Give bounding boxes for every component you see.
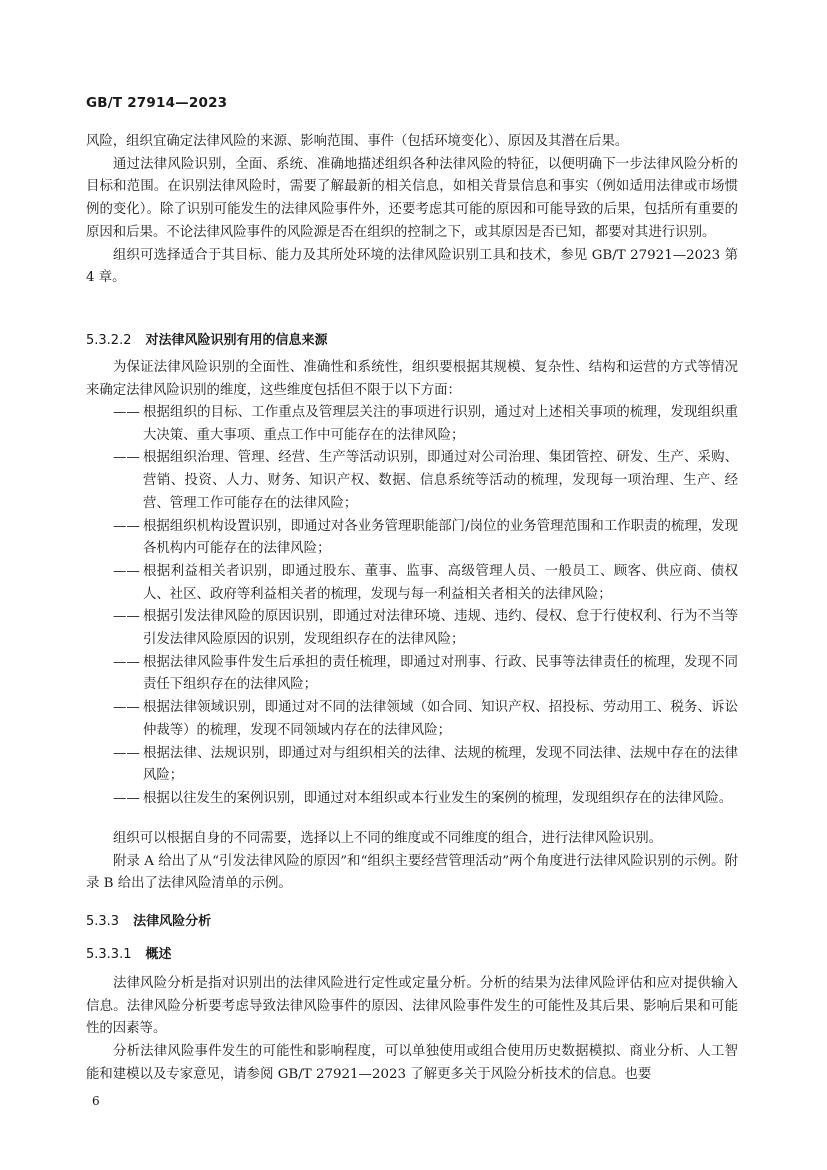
dash-marker: —— — [113, 609, 140, 625]
list-item — [113, 561, 738, 606]
list-item — [113, 606, 738, 651]
list-item — [113, 516, 738, 561]
section-number: 5.3.3 — [86, 914, 120, 929]
analysis-text — [86, 973, 738, 1087]
dash-marker: —— — [113, 405, 140, 420]
paragraph: 通过法律风险识别，全面、系统、准确地描述组织各种法律风险的特征，以便明确下一步法律风险分析的目标和范围。在识别法律风险时，需要了解最新的相关信息，如相关背景信息和事实（例如适用法律或市场惯例的变化）。除了识别可能发生的法律风险事件外，还要考虑其可能的原因和可能导致的后果，包括所有重要的原因和后果。不论法律风险事件的风险源是否在组织的控制之下，或其原因是否已知，都要对其进行识别。 — [86, 156, 738, 240]
paragraph: 风险，组织宜确定法律风险的来源、影响范围、事件（包括环境变化）、原因及其潜在后果。 — [86, 134, 629, 149]
paragraph: 法律风险分析是指对识别出的法律风险进行定性或定量分析。分析的结果为法律风险评估和应对提供输入信息。法律风险分析要考虑导致法律风险事件的原因、法律风险事件发生的可能性及其后果、影响后果和可能性的因素等。 — [86, 976, 738, 1037]
dash-marker: —— — [113, 700, 140, 716]
dash-marker: —— — [113, 745, 140, 761]
after-list-text — [86, 828, 738, 896]
list-item-text: 根据组织治理、管理、经营、生产等活动识别，即通过对公司治理、集团管控、研发、生产、采购、营销、投资、人力、财务、知识产权、数据、信息系统等活动的梳理，发现每一项治理、生产、经营、管理工作可能存在的法律风险； — [143, 450, 738, 511]
section-number: 5.3.2.2 — [86, 333, 132, 348]
list-item-text: 根据法律、法规识别，即通过对与组织相关的法律、法规的梳理，发现不同法律、法规中存在的法律风险； — [143, 745, 738, 784]
paragraph: 组织可选择适合于其目标、能力及其所处环境的法律风险识别工具和技术，参见 GB/T 27921—2023 第 4 章。 — [86, 247, 738, 286]
list-item — [113, 402, 738, 447]
intro-text — [86, 131, 738, 290]
paragraph: 为保证法律风险识别的全面性、准确性和系统性，组织要根据其规模、复杂性、结构和运营的方式等情况来确定法律风险识别的维度，这些维度包括但不限于以下方面： — [86, 360, 738, 398]
list-item — [113, 652, 738, 697]
section-heading-5331 — [86, 943, 172, 962]
section-title: 对法律风险识别有用的信息来源 — [145, 333, 328, 348]
dash-marker: —— — [113, 518, 140, 534]
paragraph: 组织可以根据自身的不同需要，选择以上不同的维度或不同维度的组合，进行法律风险识别。 — [113, 831, 663, 846]
paragraph: 附录 A 给出了从“引发法律风险的原因”和“组织主要经营管理活动”两个角度进行法律风险识别的示例。附录 B 给出了法律风险清单的示例。 — [86, 853, 738, 892]
paragraph: 分析法律风险事件发生的可能性和影响程度，可以单独使用或组合使用历史数据模拟、商业分析、人工智能和建模以及专家意见，请参阅 GB/T 27921—2023 了解更多关于风险分析技术的信息。也要 — [86, 1044, 738, 1082]
list-item-text: 根据组织的目标、工作重点及管理层关注的事项进行识别，通过对上述相关事项的梳理，发现组织重大决策、重大事项、重点工作中可能存在的法律风险； — [143, 405, 738, 443]
list-item-text: 根据引发法律风险的原因识别，即通过对法律环境、违规、违约、侵权、怠于行使权利、行为不当等引发法律风险原因的识别，发现组织存在的法律风险； — [143, 609, 738, 648]
list-item — [113, 743, 738, 788]
list-item — [113, 697, 738, 742]
list-item-text: 根据利益相关者识别，即通过股东、董事、监事、高级管理人员、一般员工、顾客、供应商、债权人、社区、政府等利益相关者的梳理，发现与每一利益相关者相关的法律风险； — [143, 563, 738, 602]
list-item-text: 根据法律领域识别，即通过对不同的法律领域（如合同、知识产权、招投标、劳动用工、税务、诉讼仲裁等）的梳理，发现不同领域内存在的法律风险； — [143, 700, 738, 738]
dash-marker: —— — [113, 654, 140, 670]
dash-marker: —— — [113, 563, 140, 579]
section-number: 5.3.3.1 — [86, 947, 132, 962]
section-heading-533 — [86, 910, 211, 929]
dash-marker: —— — [113, 790, 140, 806]
section-title: 法律风险分析 — [133, 914, 212, 929]
list-item — [113, 788, 738, 811]
list-item-text: 根据法律风险事件发生后承担的责任梳理，即通过对刑事、行政、民事等法律责任的梳理，发现不同责任下组织存在的法律风险； — [143, 654, 738, 693]
list-item — [113, 447, 738, 515]
standard-id: GB/T 27914—2023 — [86, 95, 228, 111]
section-heading-5322 — [86, 329, 328, 348]
dimension-list — [113, 402, 738, 811]
list-item-text: 根据组织机构设置识别，即通过对各业务管理职能部门/岗位的业务管理范围和工作职责的梳理，发现各机构内可能存在的法律风险； — [143, 518, 738, 557]
list-item-text: 根据以往发生的案例识别，即通过对本组织或本行业发生的案例的梳理，发现组织存在的法律风险。 — [143, 790, 733, 806]
section-title: 概述 — [145, 947, 172, 962]
page-number: 6 — [92, 1094, 100, 1108]
dash-marker: —— — [113, 450, 140, 466]
